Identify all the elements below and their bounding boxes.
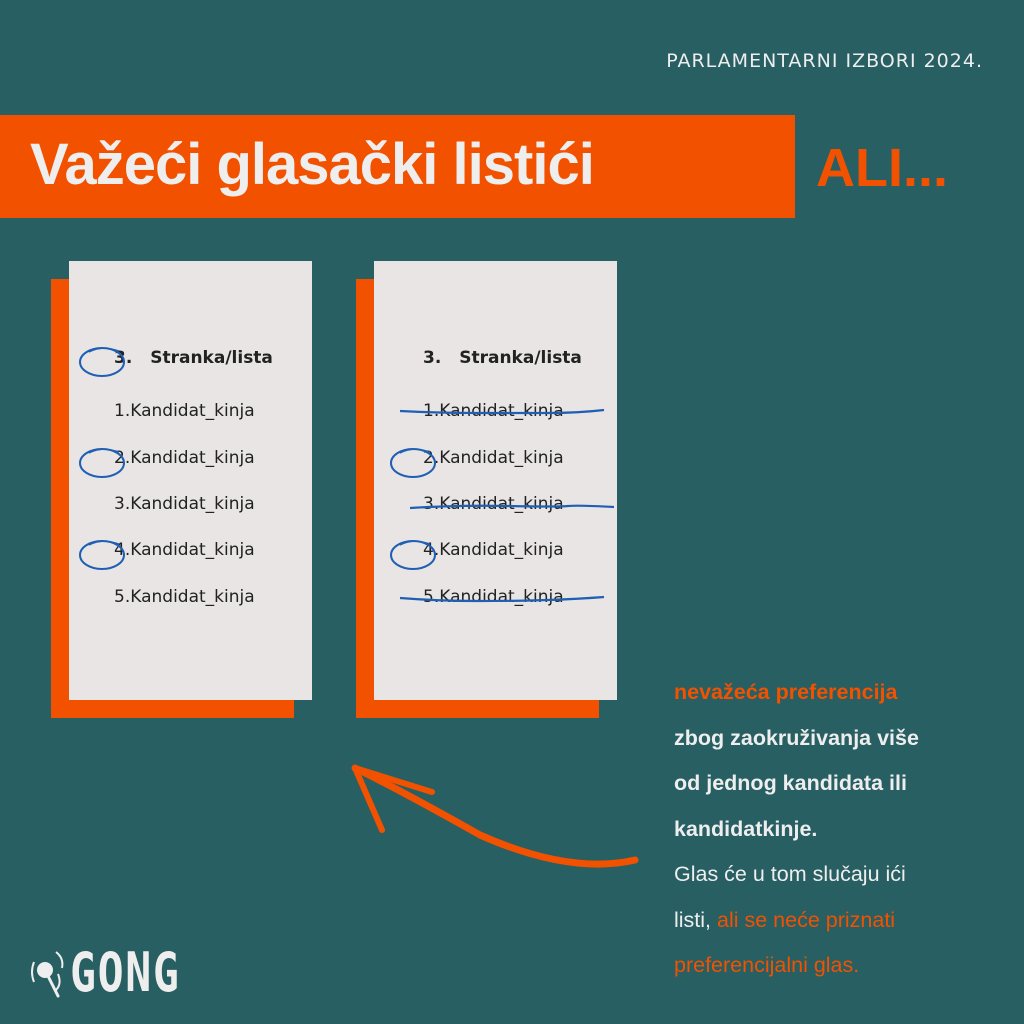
candidate-row-3 xyxy=(114,494,255,514)
strike-mark-icon xyxy=(408,498,618,514)
circle-mark-icon xyxy=(77,344,129,380)
candidate-number: 3. xyxy=(423,494,440,514)
caption xyxy=(674,670,1004,989)
ballot-1 xyxy=(69,261,312,700)
circle-mark-icon xyxy=(77,445,129,481)
strike-mark-icon xyxy=(398,591,608,607)
candidate-label: Kandidat_kinja xyxy=(439,448,564,468)
strike-mark-icon xyxy=(398,403,608,419)
candidate-label: Kandidat_kinja xyxy=(130,540,255,560)
candidate-number: 1. xyxy=(423,401,440,421)
candidate-label: Kandidat_kinja xyxy=(130,587,255,607)
caption-bold-line: od jednog kandidata ili xyxy=(674,771,907,795)
candidate-row-4 xyxy=(114,540,255,560)
candidate-number: 5. xyxy=(114,587,131,607)
candidate-row-4 xyxy=(423,540,564,560)
kicker-text: PARLAMENTARNI IZBORI 2024. xyxy=(666,50,983,72)
candidate-label: Kandidat_kinja xyxy=(439,401,564,421)
candidate-number: 2. xyxy=(114,448,131,468)
logo-text: GONG xyxy=(70,940,181,1004)
page-title: Važeći glasački listići xyxy=(30,132,594,197)
candidate-number: 4. xyxy=(423,540,440,560)
party-number: 3. xyxy=(114,348,133,368)
caption-normal-text: listi, xyxy=(674,907,717,932)
gong-mallet-icon xyxy=(28,944,64,1000)
candidate-label: Kandidat_kinja xyxy=(439,494,564,514)
caption-bold-line: zbog zaokruživanja više xyxy=(674,725,919,750)
party-row xyxy=(423,348,582,368)
candidate-row-2 xyxy=(423,448,564,468)
caption-orange-line: preferencijalni glas. xyxy=(674,953,860,977)
arrow-icon xyxy=(340,740,650,880)
party-label: Stranka/lista xyxy=(459,348,582,368)
candidate-label: Kandidat_kinja xyxy=(439,540,564,560)
candidate-row-2 xyxy=(114,448,255,468)
ballot-2 xyxy=(374,261,617,700)
candidate-label: Kandidat_kinja xyxy=(439,587,564,607)
caption-mixed-line xyxy=(674,898,1004,944)
candidate-row-1 xyxy=(114,401,255,421)
candidate-number: 4. xyxy=(114,540,131,560)
candidate-number: 2. xyxy=(423,448,440,468)
party-number: 3. xyxy=(423,348,442,368)
circle-mark-icon xyxy=(77,537,129,573)
party-row xyxy=(114,348,273,368)
caption-normal-line: Glas će u tom slučaju ići xyxy=(674,862,906,886)
caption-highlight: nevažeća preferencija xyxy=(674,680,898,704)
circle-mark-icon xyxy=(388,537,440,573)
candidate-number: 3. xyxy=(114,494,131,514)
candidate-number: 1. xyxy=(114,401,131,421)
party-label: Stranka/lista xyxy=(150,348,273,368)
circle-mark-icon xyxy=(388,445,440,481)
candidate-label: Kandidat_kinja xyxy=(130,401,255,421)
candidate-row-5 xyxy=(114,587,255,607)
caption-bold-line: kandidatkinje. xyxy=(674,816,818,841)
candidate-label: Kandidat_kinja xyxy=(130,494,255,514)
title-suffix: ALI... xyxy=(816,138,948,198)
caption-orange-text: ali se neće priznati xyxy=(717,907,896,932)
candidate-number: 5. xyxy=(423,587,440,607)
title-banner xyxy=(0,115,795,218)
gong-logo xyxy=(28,940,208,1004)
candidate-label: Kandidat_kinja xyxy=(130,448,255,468)
